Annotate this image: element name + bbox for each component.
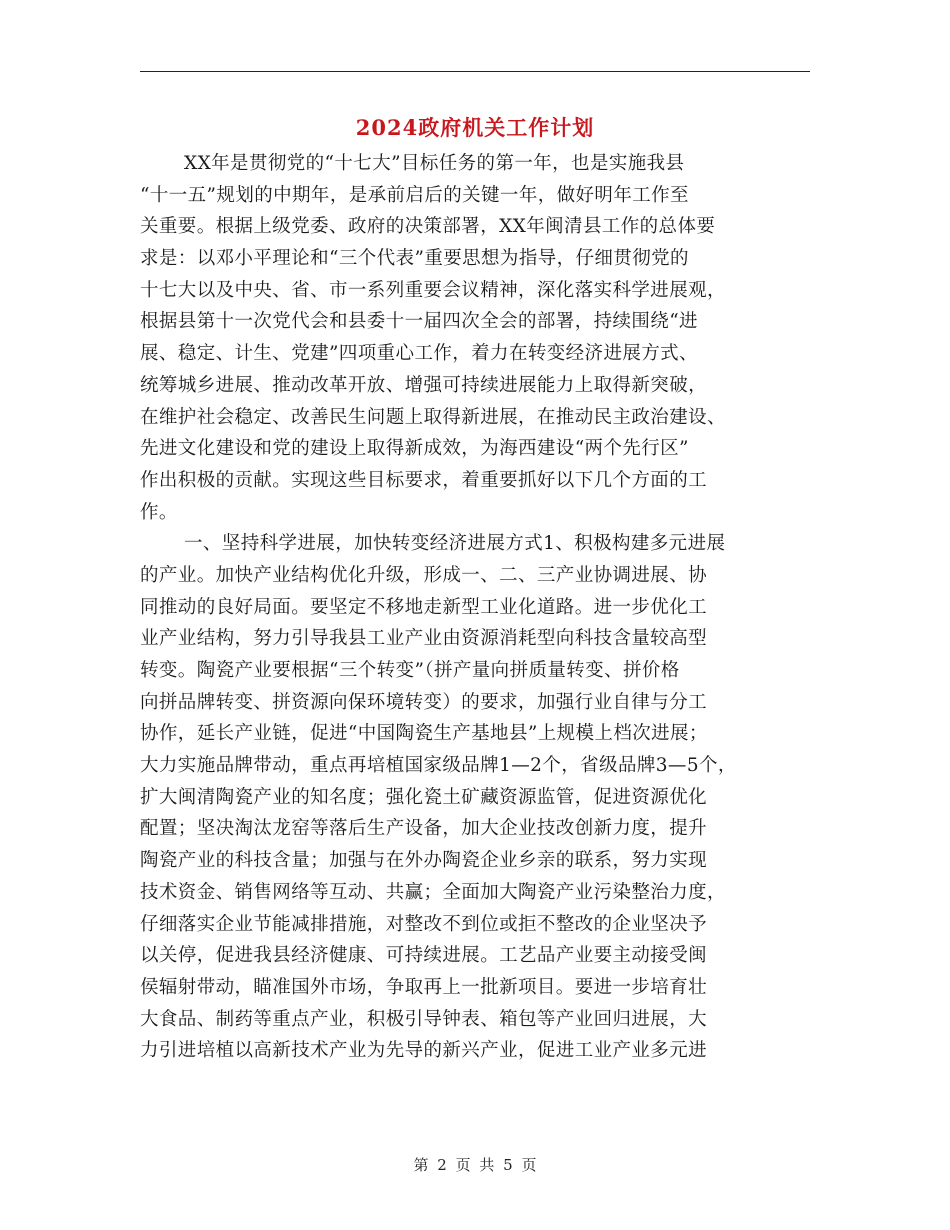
paragraph-line: 的产业。加快产业结构优化升级，形成一、二、三产业协调进展、协 — [140, 564, 708, 586]
paragraph-line: 根据县第十一次党代会和县委十一届四次全会的部署，持续围绕“进 — [140, 311, 698, 333]
paragraph-line: 陶瓷产业的科技含量；加强与在外办陶瓷企业乡亲的联系，努力实现 — [140, 850, 708, 872]
document-title: 2024政府机关工作计划 — [355, 115, 595, 140]
paragraph-line: 同推动的良好局面。要坚定不移地走新型工业化道路。进一步优化工 — [140, 596, 708, 618]
paragraph-line: 技术资金、销售网络等互动、共赢；全面加大陶瓷产业污染整治力度， — [140, 881, 726, 903]
paragraph-line: 统筹城乡进展、推动改革开放、增强可持续进展能力上取得新突破， — [140, 374, 708, 396]
paragraph-line: “十一五”规划的中期年，是承前启后的关键一年，做好明年工作至 — [140, 184, 689, 206]
paragraph-line: 一、坚持科学进展，加快转变经济进展方式1、积极构建多元进展 — [184, 533, 726, 555]
header-rule — [140, 71, 810, 72]
paragraph-line: 转变。陶瓷产业要根据“三个转变”（拼产量向拼质量转变、拼价格 — [140, 660, 680, 681]
paragraph-line: 侯辐射带动，瞄准国外市场，争取再上一批新项目。要进一步培育壮 — [140, 976, 708, 998]
paragraph-line: XX年是贯彻党的“十七大”目标任务的第一年，也是实施我县 — [184, 153, 685, 174]
paragraph-line: 求是：以邓小平理论和“三个代表”重要思想为指导，仔细贯彻党的 — [140, 248, 689, 270]
paragraph-line: 力引进培植以高新技术产业为先导的新兴产业，促进工业产业多元进 — [140, 1040, 708, 1062]
paragraph-line: 十七大以及中央、省、市一系列重要会议精神，深化落实科学进展观， — [140, 279, 726, 301]
paragraph-line: 向拼品牌转变、拼资源向保环境转变）的要求，加强行业自律与分工 — [140, 691, 708, 713]
paragraph-line: 在维护社会稳定、改善民生问题上取得新进展，在推动民主政治建设、 — [140, 406, 726, 428]
paragraph-line: 扩大闽清陶瓷产业的知名度；强化瓷土矿藏资源监管，促进资源优化 — [140, 786, 708, 808]
paragraph-line: 以关停，促进我县经济健康、可持续进展。工艺品产业要主动接受闽 — [140, 945, 708, 967]
document-body — [140, 148, 812, 1067]
paragraph-line: 作。 — [140, 501, 178, 523]
paragraph-line: 配置；坚决淘汰龙窑等落后生产设备，加大企业技改创新力度，提升 — [140, 818, 708, 840]
paragraph-line: 仔细落实企业节能减排措施，对整改不到位或拒不整改的企业坚决予 — [140, 913, 708, 935]
paragraph-line: 业产业结构，努力引导我县工业产业由资源消耗型向科技含量较高型 — [140, 628, 708, 650]
paragraph-line: 关重要。根据上级党委、政府的决策部署，XX年闽清县工作的总体要 — [140, 216, 716, 238]
paragraph-line: 先进文化建设和党的建设上取得新成效，为海西建设“两个先行区” — [140, 438, 689, 460]
paragraph-line: 大食品、制药等重点产业，积极引导钟表、箱包等产业回归进展，大 — [140, 1008, 708, 1030]
paragraph-line: 展、稳定、计生、党建”四项重心工作，着力在转变经济进展方式、 — [140, 343, 698, 365]
paragraph-line: 大力实施品牌带动，重点再培植国家级品牌1—2个，省级品牌3—5个， — [140, 755, 737, 777]
page-number: 第 2 页 共 5 页 — [413, 1156, 537, 1174]
paragraph-line: 协作，延长产业链，促进“中国陶瓷生产基地县”上规模上档次进展； — [140, 723, 708, 745]
paragraph-line: 作出积极的贡献。实现这些目标要求，着重要抓好以下几个方面的工 — [140, 469, 708, 491]
